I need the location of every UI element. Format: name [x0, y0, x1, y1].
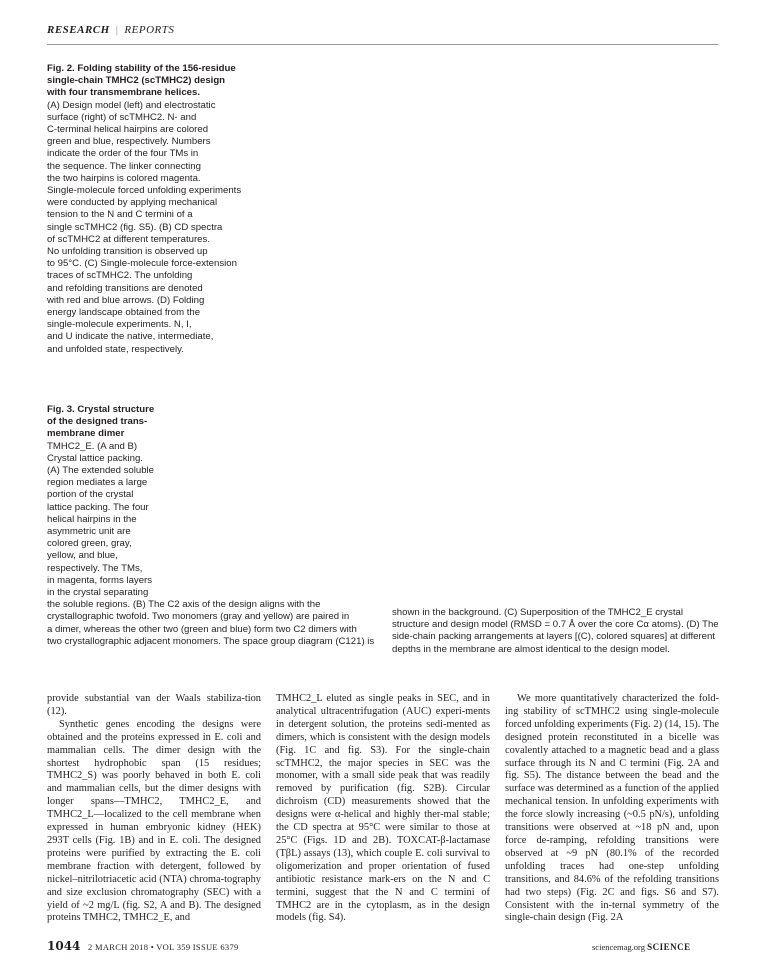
caption-line: asymmetric unit are — [47, 526, 131, 538]
caption-line: the soluble regions. (B) The C2 axis of the design aligns with the — [47, 599, 321, 611]
page-number: 1044 — [47, 939, 81, 953]
caption-line: single-chain TMHC2 (scTMHC2) design — [47, 75, 226, 87]
caption-line: the sequence. The linker connecting — [47, 160, 201, 172]
caption-line: depths in the membrane are almost identical to the design model. — [392, 643, 670, 655]
caption-line: a dimer, whereas the other two (green and blue) form two C2 dimers with — [47, 623, 357, 635]
issue-info: 2 MARCH 2018 • VOL 359 ISSUE 6379 — [88, 942, 239, 952]
caption-line: portion of the crystal — [47, 489, 134, 501]
caption-line: membrane dimer — [47, 428, 125, 440]
caption-line: crystallographic twofold. Two monomers (gray and yellow) are paired in — [47, 611, 350, 623]
body-column-2 — [276, 693, 490, 925]
paragraph: Synthetic genes encoding the designs were obtained and the proteins expressed in E. coli and mammalian cells. The dimer design with the shortest hydrophobic span (15 residues; TMHC2_S) was poorly behaved in both E. coli and mammalian cells, but the dimer designs with longer spans—TMHC2, TMHC2_E, and TMHC2_L—localized to the cell membrane when expressed in human embryonic kidney (HEK) 293T cells (Fig. 1B) and in E. coli. The designed proteins were purified by extracting the E. coli membrane fraction with detergent, followed by nickel–nitrilotriacetic acid (NTA) chroma-tography and size exclusion chromatography (SEC) with a yield of ~2 mg/L (fig. S2, A and B). The designed proteins TMHC2, TMHC2_E, and — [47, 718, 261, 924]
caption-line: side-chain packing arrangements at layers [(C), colored squares] at different — [392, 631, 715, 643]
caption-line: yellow, and blue, — [47, 550, 118, 562]
caption-line: and unfolded state, respectively. — [47, 343, 184, 355]
caption-line: with four transmembrane helices. — [47, 87, 201, 99]
caption-line: energy landscape obtained from the — [47, 307, 201, 319]
caption-line: colored green, gray, — [47, 538, 132, 550]
fig2-caption — [47, 63, 241, 356]
caption-line: (A) Design model (left) and electrostatic — [47, 99, 216, 111]
caption-line: of the designed trans- — [47, 416, 148, 428]
caption-line: were conducted by applying mechanical — [47, 197, 218, 209]
caption-line: structure and design model (RMSD = 0.7 Å over the core Cα atoms). (D) The — [392, 619, 719, 631]
running-header — [47, 24, 174, 36]
fig3-caption — [47, 404, 374, 648]
caption-line: with red and blue arrows. (D) Folding — [47, 294, 205, 306]
caption-line: single-molecule experiments. N, I, — [47, 319, 192, 331]
paragraph: provide substantial van der Waals stabiliza-tion (12). — [47, 693, 261, 717]
caption-line: indicate the order of the four TMs in — [47, 148, 199, 160]
journal-site — [592, 942, 691, 952]
caption-line: helical hairpins in the — [47, 513, 137, 525]
caption-line: No unfolding transition is observed up — [47, 246, 208, 258]
body-column-1 — [47, 693, 261, 925]
caption-line: (A) The extended soluble — [47, 465, 155, 477]
caption-line: region mediates a large — [47, 477, 148, 489]
caption-line: in the crystal separating — [47, 587, 149, 599]
caption-line: of scTMHC2 at different temperatures. — [47, 233, 210, 245]
caption-line: surface (right) of scTMHC2. N- and — [47, 111, 197, 123]
caption-line: tension to the N and C termini of a — [47, 209, 193, 221]
header-separator: | — [115, 24, 119, 36]
caption-line: in magenta, forms layers — [47, 574, 153, 586]
caption-line: two crystallographic adjacent monomers. The space group diagram (C121) is — [47, 635, 375, 647]
header-rule — [47, 44, 718, 45]
caption-line: single scTMHC2 (fig. S5). (B) CD spectra — [47, 221, 223, 233]
caption-line: and U indicate the native, intermediate, — [47, 331, 214, 343]
caption-line: traces of scTMHC2. The unfolding — [47, 270, 193, 282]
paragraph: We more quantitatively characterized the fold-ing stability of scTMHC2 using single-molecule forced unfolding experiments (Fig. 2) (14, 15). The designed protein reconstituted in a bicelle was covalently attached to a magnetic bead and a glass surface through its N and C termini (Fig. 2A and fig. S5). The distance between the bead and the surface was determined as a function of the applied mechanical tension. In unfolding experiments with the force slowly increasing (~0.5 pN/s), unfolding transitions were observed at ~18 pN and, upon force de-ramping, refolding transitions were observed at ~9 pN (80.1% of the recorded unfolding traces had one-step unfolding transitions, and 84.6% of the refolding transitions had two steps) (Fig. 2C and figs. S6 and S7). Consistent with the in-ternal symmetry of the single-chain design (Fig. 2A — [505, 693, 719, 924]
caption-line: green and blue, respectively. Numbers — [47, 136, 211, 148]
caption-line: and refolding transitions are denoted — [47, 282, 203, 294]
caption-line: Crystal lattice packing. — [47, 452, 143, 464]
caption-line: TMHC2_E. (A and B) — [47, 440, 138, 452]
site-url: sciencemag.org — [592, 942, 645, 952]
article-type: REPORTS — [124, 24, 175, 36]
caption-line: C-terminal helical hairpins are colored — [47, 124, 209, 136]
caption-line: shown in the background. (C) Superposition of the TMHC2_E crystal — [392, 607, 683, 618]
body-column-3 — [505, 693, 719, 925]
section-label: RESEARCH — [47, 24, 110, 36]
caption-line: Fig. 2. Folding stability of the 156-residue — [47, 63, 236, 74]
caption-line: respectively. The TMs, — [47, 562, 143, 574]
paragraph: TMHC2_L eluted as single peaks in SEC, and in analytical ultracentrifugation (AUC) experi-ments in detergent solution, the proteins sedi-mented as dimers, which is consistent with the design models (Fig. 1C and fig. S3). For the single-chain scTMHC2, the major species in SEC was the monomer, with a small side peak that was readily removed by purification (fig. S2B). Circular dichroism (CD) measurements showed that the designs were α-helical and highly ther-mal stable; the CD spectra at 95°C were similar to those at 25°C (Figs. 1D and 2B). TOXCAT-β-lactamase (TβL) assays (13), which couple E. coli survival to oligomerization and proper orientation of fused antibiotic resistance mark-ers on the N and C termini, suggest that the N and C termini of TMHC2 are in the cytoplasm, as in the design models (fig. S4). — [276, 693, 490, 924]
caption-line: Single-molecule forced unfolding experiments — [47, 185, 242, 197]
caption-line: to 95°C. (C) Single-molecule force-extension — [47, 258, 237, 270]
journal-name: SCIENCE — [647, 942, 691, 952]
caption-line: Fig. 3. Crystal structure — [47, 404, 155, 415]
caption-line: lattice packing. The four — [47, 501, 149, 513]
caption-line: the two hairpins is colored magenta. — [47, 172, 201, 184]
fig3-caption-continued — [392, 607, 719, 656]
